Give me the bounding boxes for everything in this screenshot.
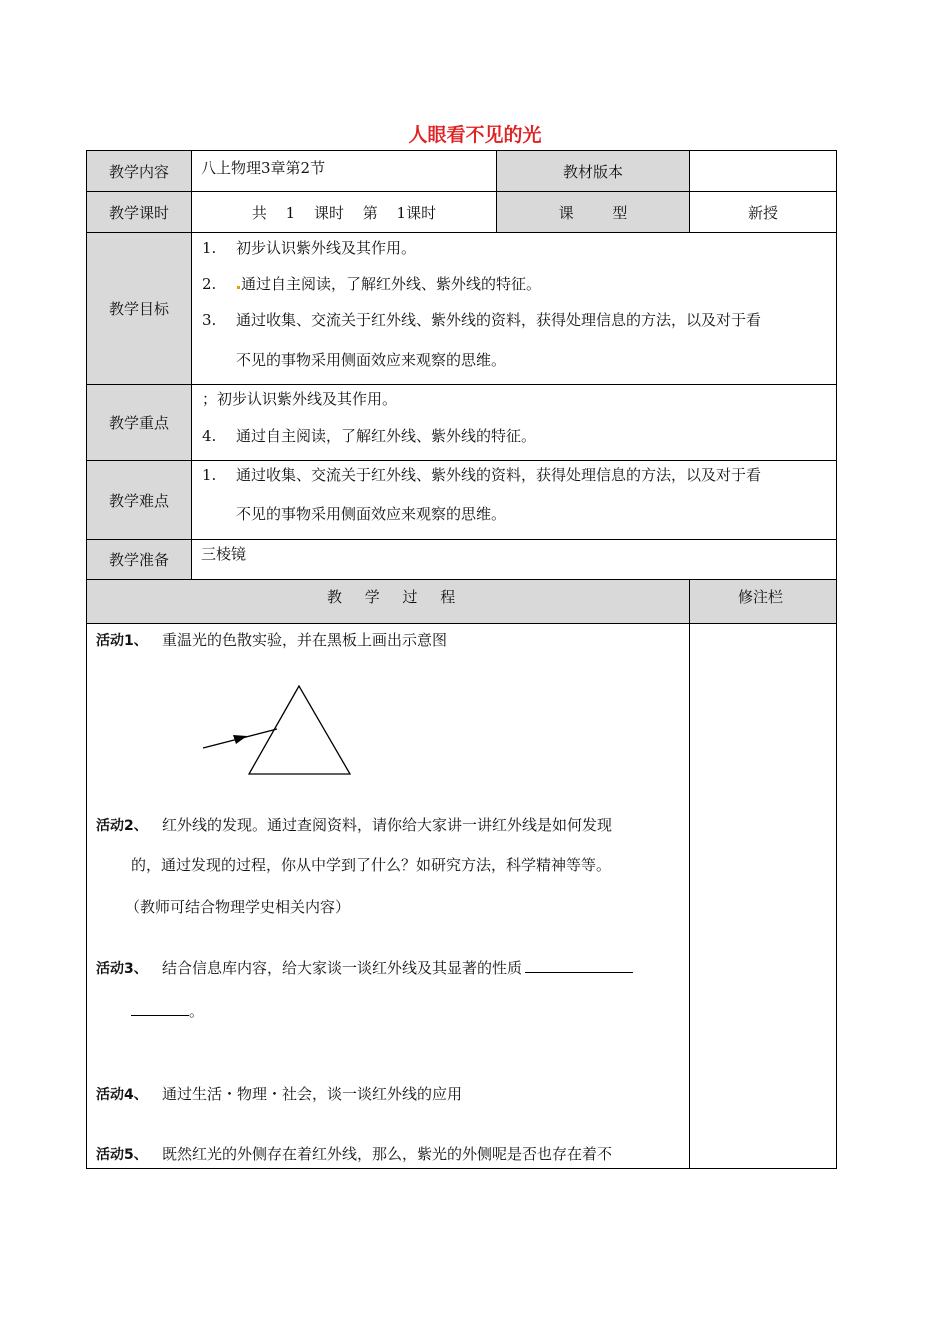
key-label: 教学重点 [108, 414, 169, 432]
edition-label-cell [496, 150, 690, 192]
prep-label-cell [86, 539, 192, 580]
difficulty-label-cell [86, 460, 192, 540]
goals-label: 教学目标 [108, 300, 169, 318]
activity-text: 的，通过发现的过程，你从中学到了什么？如研究方法，科学精神等等。 [131, 856, 612, 874]
key-label-cell [86, 384, 192, 461]
difficulty-label: 教学难点 [108, 491, 169, 510]
goal-item [202, 237, 416, 258]
prep-label: 教学准备 [108, 551, 169, 569]
goals-label-cell [86, 232, 192, 385]
hours-label: 教学课时 [108, 203, 169, 222]
activity-text: 重温光的色散实验，并在黑板上画出示意图 [162, 631, 448, 649]
key-cell [191, 384, 837, 461]
content-value-cell [191, 150, 497, 192]
prism-triangle [249, 686, 350, 774]
goal-number: 1. [202, 239, 217, 257]
key-line-2 [202, 425, 536, 446]
goal-text: 通过收集、交流关于红外线、紫外线的资料，获得处理信息的方法，以及对于看 [236, 311, 762, 329]
activity-1 [96, 629, 447, 650]
type-value-cell [689, 191, 837, 233]
edition-value-cell [689, 150, 837, 192]
key-number: 4. [202, 427, 217, 445]
answer-blank[interactable] [525, 958, 633, 973]
hours-value: 共 1 课时 第 1课时 [251, 203, 437, 222]
key-text: 通过自主阅读，了解红外线、紫外线的特征。 [236, 427, 537, 445]
activity-label: 活动1、 [96, 633, 148, 649]
goal-number: 2. [202, 275, 217, 293]
process-header-cell [86, 579, 690, 624]
activity-3-line-2 [131, 1000, 204, 1021]
edition-label: 教材版本 [562, 162, 623, 181]
difficulty-line-1 [202, 464, 761, 485]
goal-continuation: 不见的事物采用侧面效应来观察的思维。 [236, 351, 507, 369]
difficulty-line-2: 不见的事物采用侧面效应来观察的思维。 [236, 505, 507, 523]
content-value: 八上物理3章第2节 [201, 159, 326, 177]
notes-header-cell [689, 579, 837, 624]
difficulty-text: 通过收集、交流关于红外线、紫外线的资料，获得处理信息的方法，以及对于看 [236, 466, 762, 484]
content-label: 教学内容 [108, 162, 169, 181]
goal-text: 初步认识紫外线及其作用。 [236, 239, 417, 257]
activity-text: 既然红光的外侧存在着红外线，那么，紫光的外侧呢是否也存在着不 [162, 1145, 613, 1163]
activity-text: 结合信息库内容，给大家谈一谈红外线及其显著的性质 [162, 959, 523, 977]
process-body-cell [86, 623, 690, 1169]
activity-label: 活动3、 [96, 961, 148, 977]
document-title: 人眼看不见的光 [408, 124, 542, 146]
activity-3 [96, 957, 633, 978]
activity-2 [96, 814, 612, 835]
key-line-1: ；初步认识紫外线及其作用。 [202, 390, 398, 408]
goal-item [202, 273, 541, 294]
activity-4 [96, 1083, 462, 1104]
difficulty-number: 1. [202, 466, 217, 484]
goal-text: 通过自主阅读，了解红外线、紫外线的特征。 [241, 275, 542, 293]
ray-arrowhead [233, 735, 247, 744]
notes-body-cell[interactable] [689, 623, 837, 1169]
process-header: 教 学 过 程 [327, 588, 456, 606]
activity-label: 活动4、 [96, 1087, 148, 1103]
type-value: 新授 [747, 203, 778, 222]
answer-blank-continued[interactable] [131, 1001, 189, 1016]
activity-text: 红外线的发现。通过查阅资料，请你给大家讲一讲红外线是如何发现 [162, 816, 613, 834]
activity-2-line-2 [131, 854, 611, 875]
activity-text: 通过生活・物理・社会，谈一谈红外线的应用 [162, 1085, 463, 1103]
activity-5 [96, 1143, 612, 1164]
activity-2-line-3: （教师可结合物理学史相关内容） [125, 898, 351, 916]
prism-diagram [195, 681, 395, 791]
difficulty-cell [191, 460, 837, 540]
prep-value: 三棱镜 [201, 545, 247, 563]
goals-cell [191, 232, 837, 385]
comment-marker [237, 286, 240, 289]
prep-cell [191, 539, 837, 580]
type-label: 课 型 [558, 203, 628, 222]
hours-label-cell [86, 191, 192, 233]
activity-end: 。 [189, 1002, 205, 1020]
goal-item [202, 309, 761, 330]
activity-label: 活动5、 [96, 1147, 148, 1163]
type-label-cell [496, 191, 690, 233]
content-label-cell [86, 150, 192, 192]
activity-label: 活动2、 [96, 818, 148, 834]
hours-value-cell [191, 191, 497, 233]
notes-header: 修注栏 [738, 588, 784, 606]
goal-number: 3. [202, 311, 217, 329]
